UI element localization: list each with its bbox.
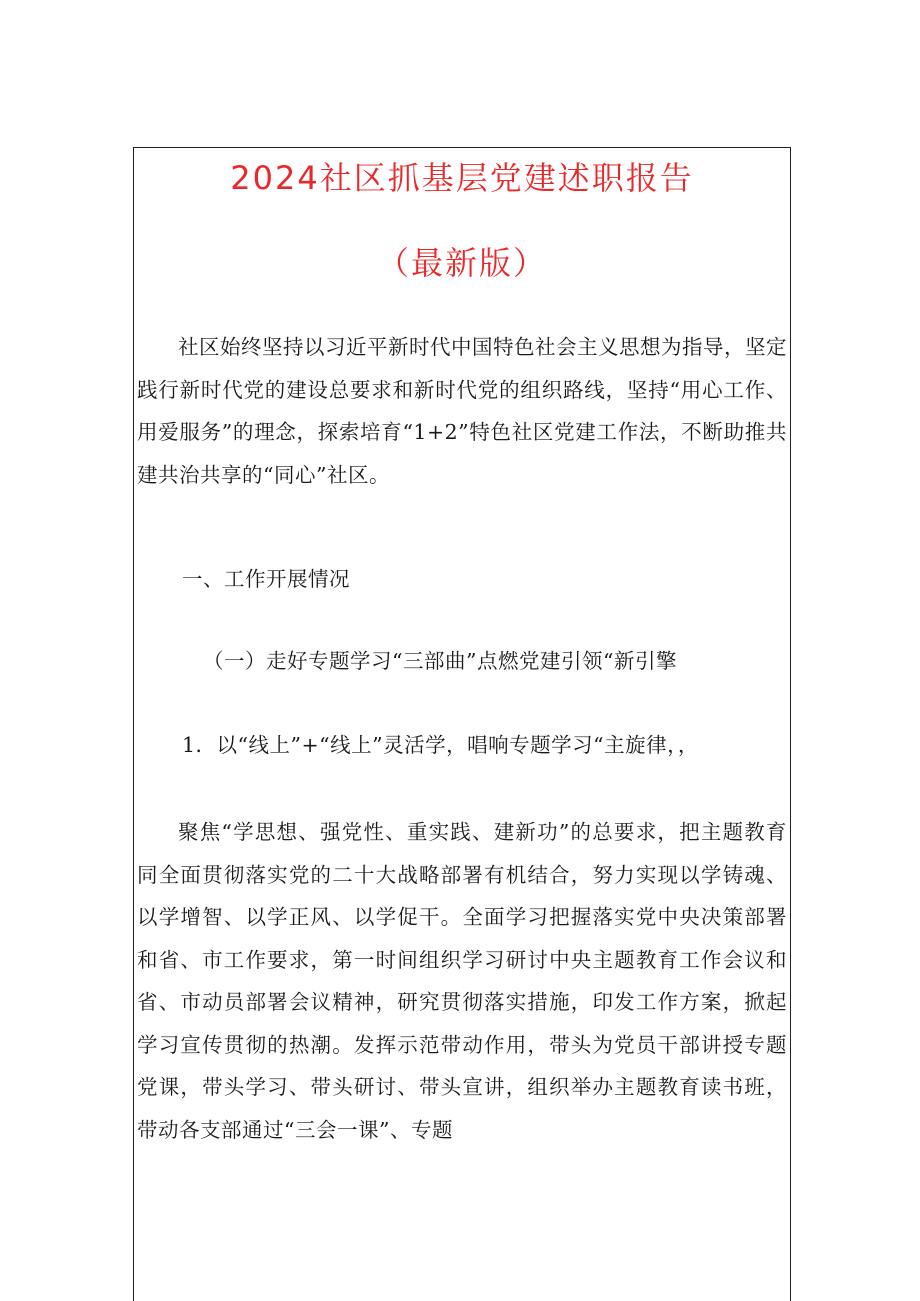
document-subtitle: （最新版） bbox=[376, 244, 547, 282]
document-title: 2024社区抓基层党建述职报告 bbox=[230, 159, 694, 197]
intro-paragraph: 社区始终坚持以习近平新时代中国特色社会主义思想为指导，坚定践行新时代党的建设总要求和新时代党的组织路线，坚持“用心工作、用爱服务”的理念，探索培育“1+2”特色社区党建工作法，不断助推共建共治共享的“同心”社区。 bbox=[137, 335, 787, 487]
subsection-heading: （一）走好专题学习“三部曲”点燃党建引领“新引擎 bbox=[203, 649, 677, 673]
body-paragraph: 聚焦“学思想、强党性、重实践、建新功”的总要求，把主题教育同全面贯彻落实党的二十大战略部署有机结合，努力实现以学铸魂、以学增智、以学正风、以学促干。全面学习把握落实党中央决策部署和省、市工作要求，第一时间组织学习研讨中央主题教育工作会议和省、市动员部署会议精神，研究贯彻落实措施，印发工作方案，掀起学习宣传贯彻的热潮。发挥示范带动作用，带头为党员干部讲授专题党课，带头学习、带头研讨、带头宣讲，组织举办主题教育读书班，带动各支部通过“三会一课”、专题 bbox=[137, 820, 787, 1142]
section-heading: 一、工作开展情况 bbox=[182, 567, 350, 591]
item-heading: 1．以“线上”+“线上”灵活学，唱响专题学习“主旋律，， bbox=[182, 733, 699, 757]
